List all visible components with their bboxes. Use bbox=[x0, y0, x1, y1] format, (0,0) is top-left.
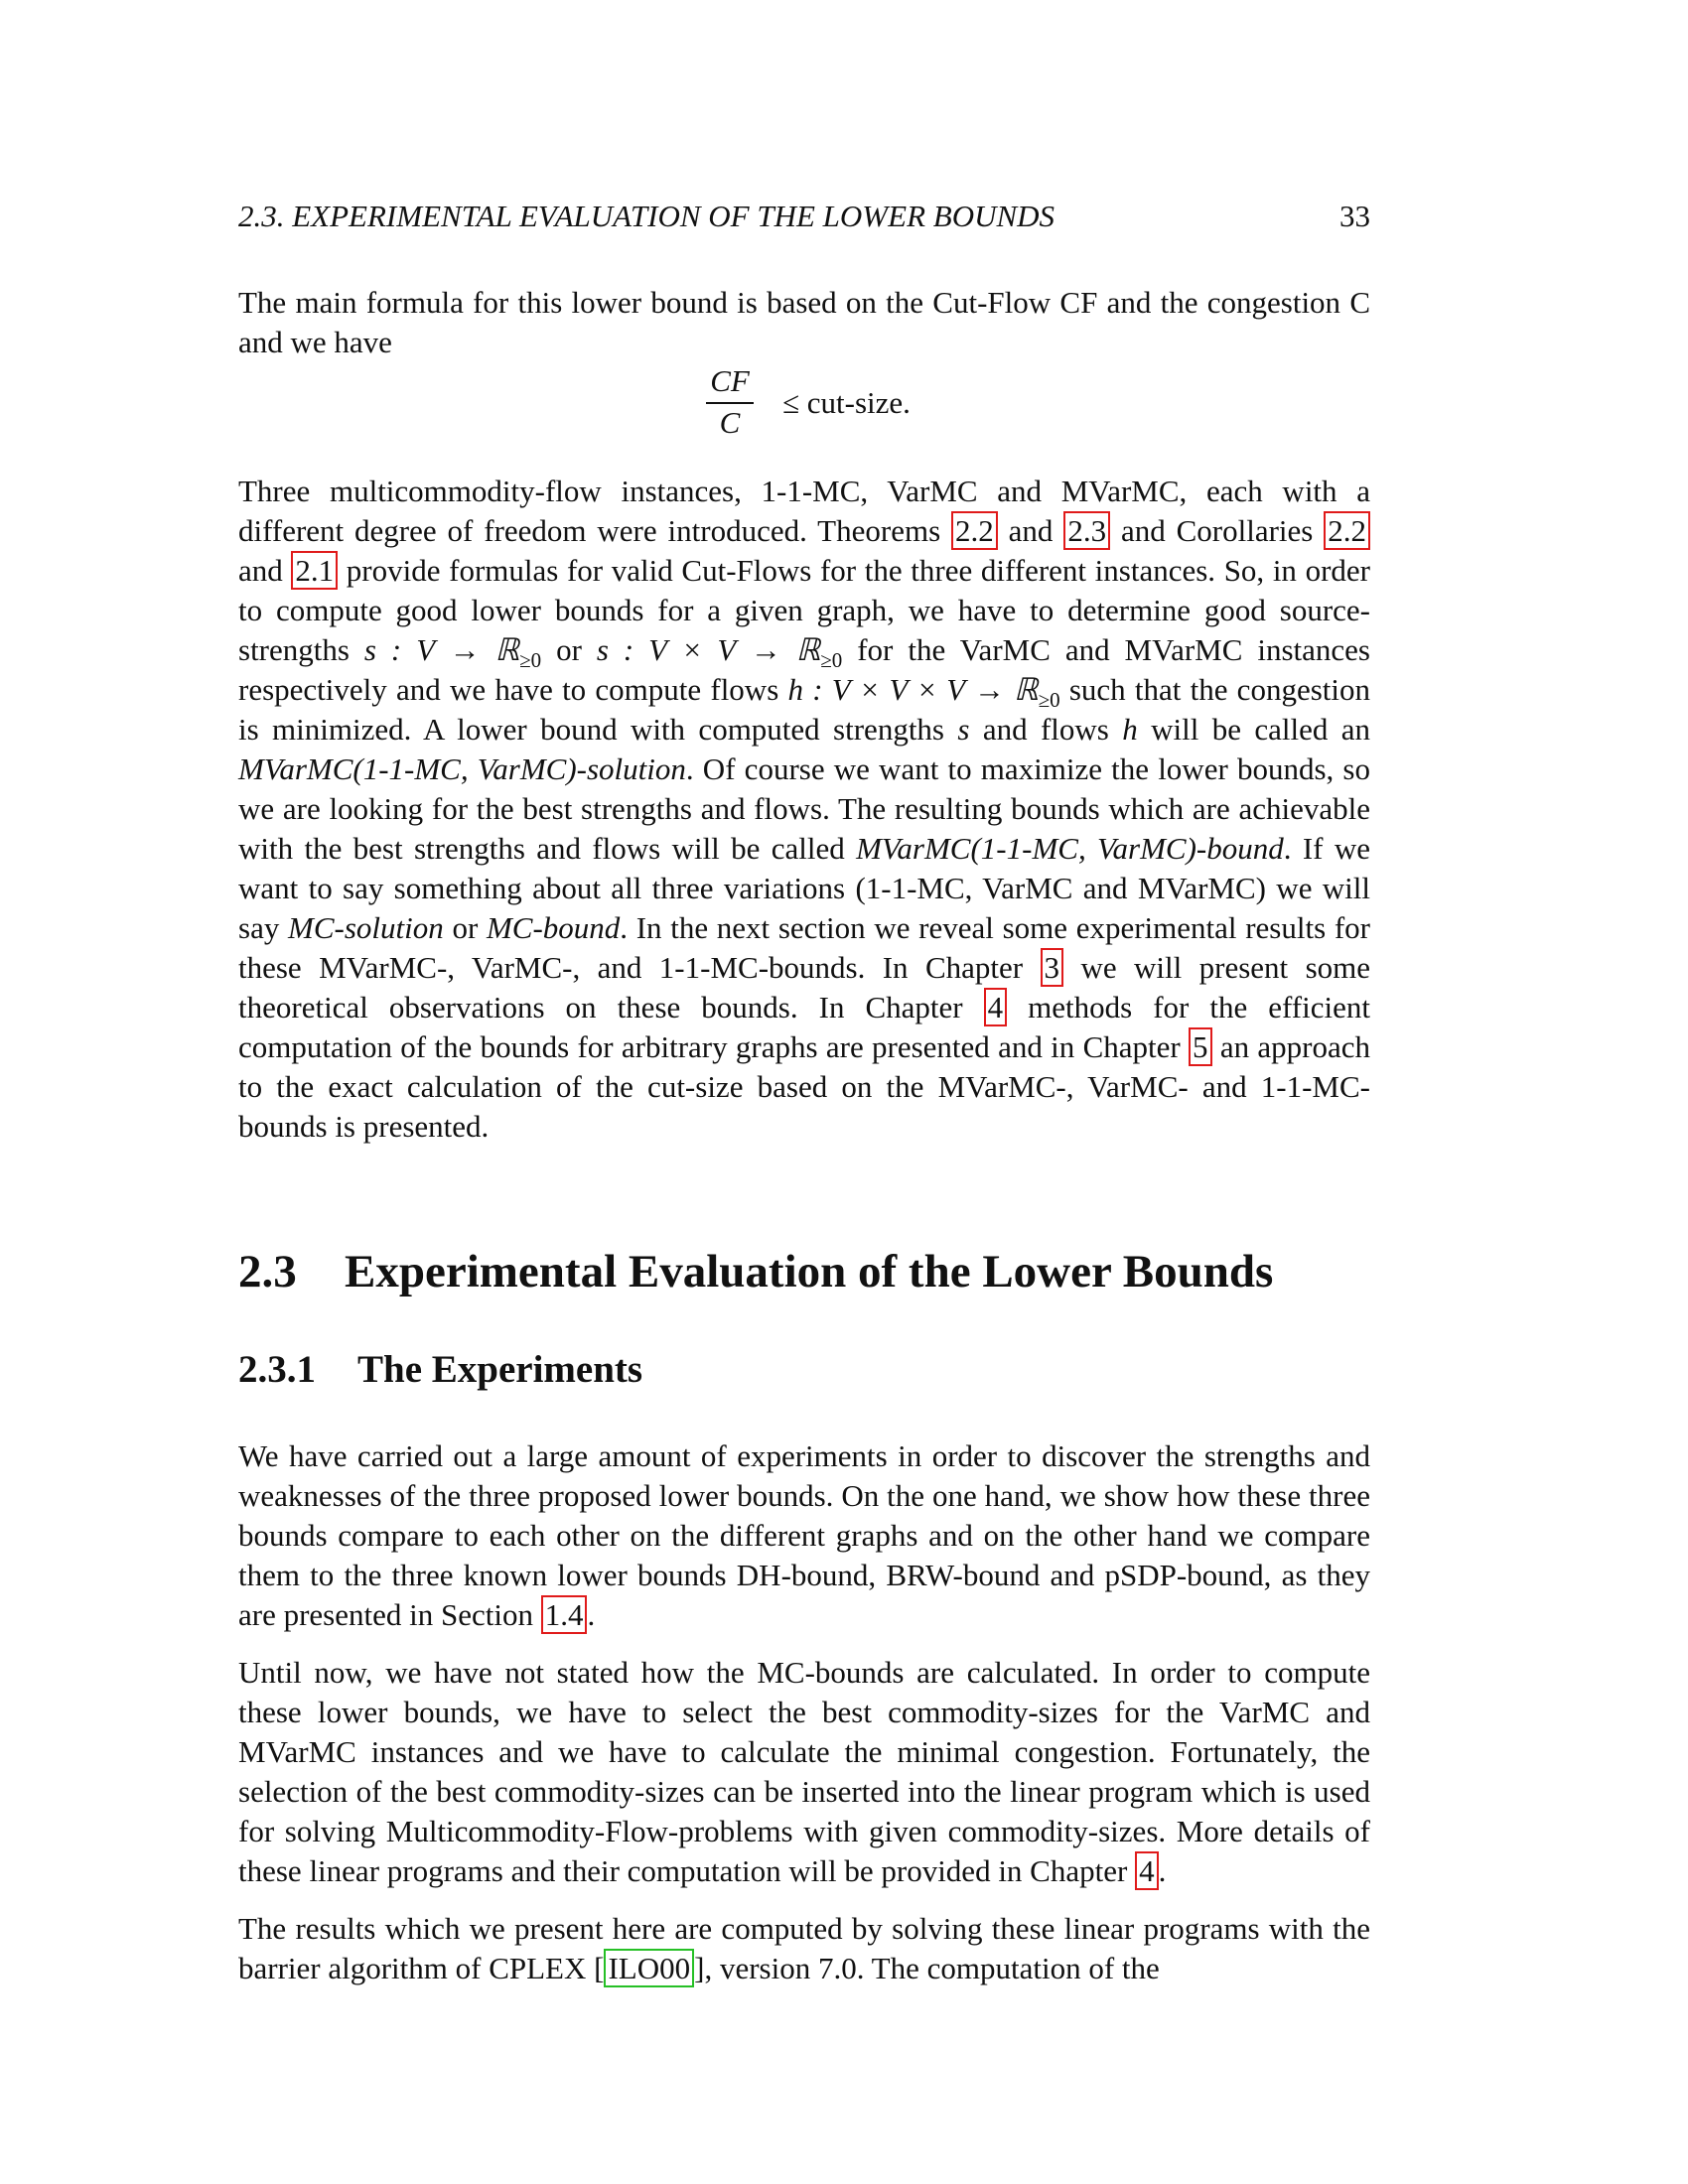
display-formula bbox=[238, 362, 1370, 452]
intro-paragraph: The main formula for this lower bound is based on the Cut-Flow CF and the congestion C and we have bbox=[238, 285, 1370, 359]
calculation-paragraph: Until now, we have not stated how the MC-bounds are calculated. In order to compute these lower bounds, we have to select the best commodity-sizes for the VarMC and MVarMC instances and we have to calculate the minimal congestion. Fortunately, the selection of the best commodity-sizes can be inserted into the linear program which is used for solving Multicommodity-Flow-problems with given commodity-sizes. More details of these linear programs and their computation will be provided in Chapter 4 . bbox=[238, 1655, 1370, 1888]
math-expression: h : V × V × V → ℝ bbox=[787, 672, 1039, 707]
subsection-heading bbox=[238, 1345, 1370, 1395]
math-expression: s : V → ℝ bbox=[363, 632, 520, 667]
running-title: 2.3. EXPERIMENTAL EVALUATION OF THE LOWER BOUNDS bbox=[238, 199, 1055, 233]
subsection-title: The Experiments bbox=[357, 1348, 643, 1391]
running-header bbox=[238, 199, 1370, 238]
math-subscript: ≥0 bbox=[1038, 688, 1060, 713]
fraction-numerator: CF bbox=[710, 363, 750, 398]
page-body bbox=[238, 283, 1370, 1988]
page-number: 33 bbox=[1339, 199, 1370, 233]
results-paragraph: The results which we present here are computed by solving these linear programs with the barrier algorithm of CPLEX [ ILO00 ], version 7.0. The computation of the bbox=[238, 1911, 1370, 1985]
theorem-ref-link[interactable]: 2.3 bbox=[1063, 511, 1110, 550]
fraction-denominator: C bbox=[719, 405, 741, 440]
defined-term: MC-bound bbox=[486, 910, 621, 945]
math-subscript: ≥0 bbox=[519, 648, 542, 673]
defined-term: MVarMC(1-1-MC, VarMC)-solution bbox=[238, 751, 686, 786]
theorem-ref-link[interactable]: 2.2 bbox=[951, 511, 998, 550]
experiments-paragraph: We have carried out a large amount of experiments in order to discover the strengths and weaknesses of the three proposed lower bounds. On the one hand, we show how these three bounds compare to each other on the different graphs and on the other hand we compare them to the three known lower bounds DH-bound, BRW-bound and pSDP-bound, as they are presented in Section 1.4 . bbox=[238, 1438, 1370, 1632]
section-title: Experimental Evaluation of the Lower Bounds bbox=[345, 1246, 1274, 1297]
corollary-ref-link[interactable]: 2.2 bbox=[1324, 511, 1370, 550]
section-heading bbox=[238, 1242, 1370, 1301]
defined-term: MC-solution bbox=[288, 910, 444, 945]
corollary-ref-link[interactable]: 2.1 bbox=[291, 551, 338, 590]
citation-link[interactable]: ILO00 bbox=[604, 1949, 694, 1987]
chapter-ref-link[interactable]: 4 bbox=[984, 988, 1008, 1026]
math-subscript: ≥0 bbox=[820, 648, 843, 673]
instances-paragraph: Three multicommodity-flow instances, 1-1-MC, VarMC and MVarMC, each with a different degree of freedom were introduced. Theorems 2.2 and 2.3 and Corollaries 2.2 and 2.1 provide formulas for valid Cut-Flows for the three different instances. So, in order to compute good lower bounds for a given graph, we have to determine good source-strengths s : V → ℝ$_{\ge 0}$ or s : V × V → ℝ$_{\ge 0}$ for the VarMC and MVarMC instances respectively and we have to compute flows h : V × V × V → ℝ$_{\ge 0}$ such that the congestion is minimized. A lower bound with computed strengths s and flows h will be called an MVarMC(1-1-MC, VarMC)-solution. Of course we want to maximize the lower bounds, so we are looking for the best strengths and flows. The resulting bounds which are achievable with the best strengths and flows will be called MVarMC(1-1-MC, VarMC)-bound. If we want to say something about all three variations (1-1-MC, VarMC and MVarMC) we will say MC-solution or MC-bound. In the next section we reveal some experimental results for these MVarMC-, VarMC-, and 1-1-MC-bounds. In Chapter 3 we will present some theoretical observations on these bounds. In Chapter 4 methods for the efficient computation of the bounds for arbitrary graphs are presented and in Chapter 5 an approach to the exact calculation of the cut-size based on the MVarMC-, VarMC- and 1-1-MC-bounds is presented. bbox=[238, 474, 1371, 1144]
formula-relation: ≤ cut-size. bbox=[782, 385, 911, 420]
defined-term: MVarMC(1-1-MC, VarMC)-bound bbox=[856, 831, 1284, 866]
math-expression: s : V × V → ℝ bbox=[596, 632, 821, 667]
section-number: 2.3 bbox=[238, 1246, 297, 1297]
chapter-ref-link[interactable]: 5 bbox=[1189, 1027, 1212, 1066]
subsection-number: 2.3.1 bbox=[238, 1348, 316, 1391]
fraction bbox=[700, 362, 760, 442]
chapter-ref-link[interactable]: 3 bbox=[1041, 948, 1064, 987]
math-variable: h bbox=[1122, 712, 1138, 747]
math-variable: s bbox=[957, 712, 970, 747]
chapter-ref-link[interactable]: 4 bbox=[1135, 1851, 1159, 1890]
section-ref-link[interactable]: 1.4 bbox=[541, 1595, 588, 1634]
